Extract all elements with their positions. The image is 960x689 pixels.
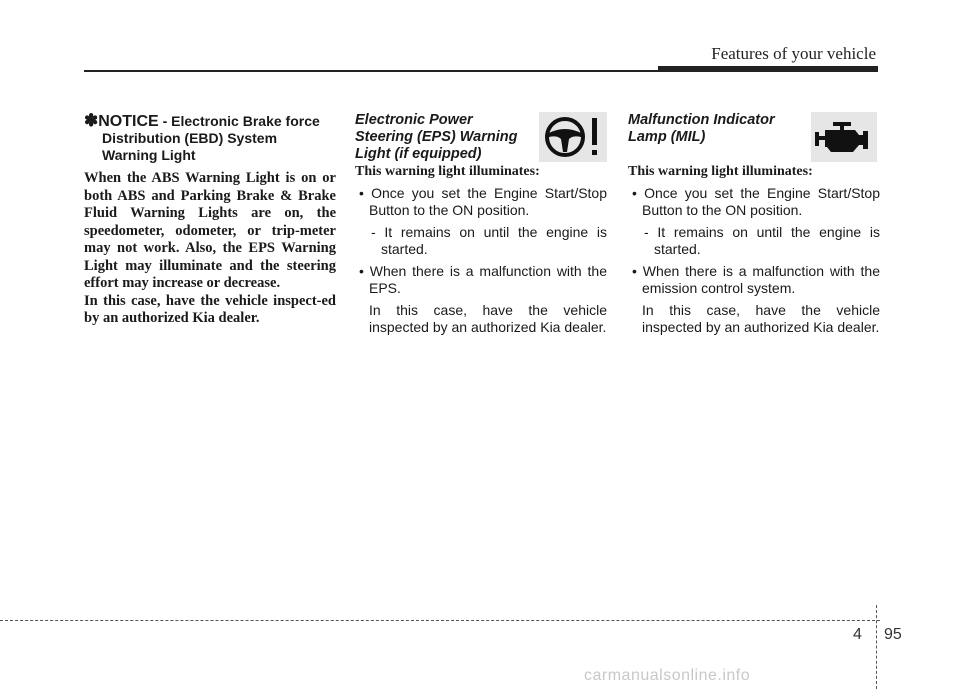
header-title: Features of your vehicle (711, 44, 876, 63)
eps-bullet-2: • When there is a malfunction with the EPS. (359, 263, 608, 296)
eps-para: In this case, have the vehicle inspected by an authorized Kia dealer. (369, 302, 607, 335)
notice-body-2: In this case, have the vehicle inspect-ed by an authorized Kia dealer. (84, 292, 336, 326)
mil-heading: Malfunction Indicator Lamp (MIL) (628, 112, 775, 145)
chapter-number: 4 (853, 626, 862, 643)
steering-wheel-warning-icon (539, 112, 607, 162)
watermark: carmanualsonline.info (584, 667, 751, 684)
mil-sub-1: - It remains on until the engine is started. (644, 224, 880, 257)
notice-dash: - (158, 113, 172, 129)
eps-lead: This warning light illuminates: (355, 164, 540, 179)
notice-column (84, 112, 336, 328)
footer-rule (0, 620, 880, 621)
notice-heading (84, 112, 336, 164)
notice-body-1: When the ABS Warning Light is on or both ABS and Parking Brake & Brake Fluid Warning Lights are on, the speedometer, odometer, or trip-meter may not work. Also, the EPS Warning Light may illuminate and the steering effort may increase or decrease. (84, 170, 336, 291)
mil-bullet-2: • When there is a malfunction with the emission control system. (632, 263, 881, 296)
mil-para: In this case, have the vehicle inspected by an authorized Kia dealer. (642, 302, 880, 335)
eps-bullet-1: • Once you set the Engine Start/Stop Button to the ON position. (359, 185, 608, 218)
mil-lead: This warning light illuminates: (628, 164, 813, 179)
notice-title: Electronic Brake force Distribution (EBD) System Warning Light (102, 113, 320, 163)
eps-heading: Electronic Power Steering (EPS) Warning Light (if equipped) (355, 112, 518, 162)
mil-bullet-1: • Once you set the Engine Start/Stop Button to the ON position. (632, 185, 881, 218)
notice-star-icon: ✽ (84, 111, 99, 130)
footer-divider (876, 605, 877, 689)
page-number: 95 (884, 626, 902, 643)
eps-sub-1: - It remains on until the engine is started. (371, 224, 607, 257)
notice-label: NOTICE (98, 113, 159, 130)
header-rule-accent (658, 66, 878, 71)
engine-icon (811, 112, 877, 162)
